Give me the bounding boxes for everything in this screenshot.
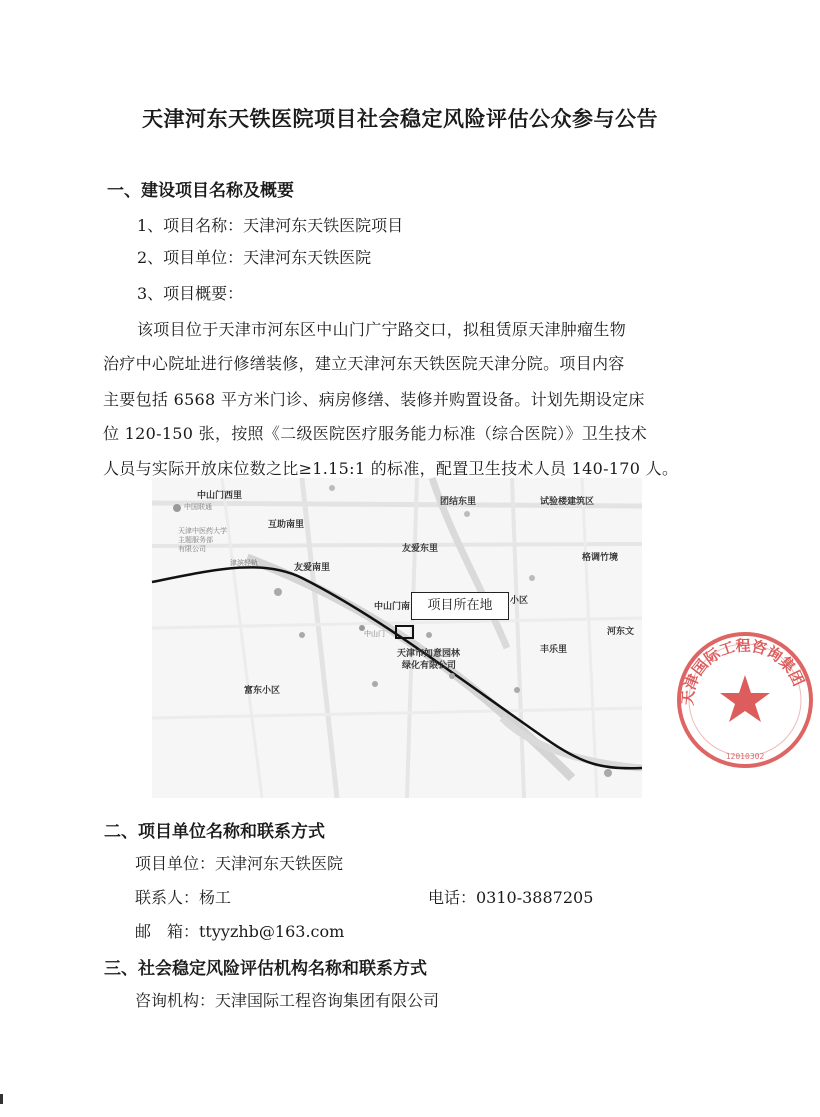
svg-text:12010302: 12010302: [725, 752, 765, 761]
map-label: 丰乐里: [540, 645, 568, 655]
margin-mark: [0, 1094, 3, 1104]
overview-line-3: 主要包括 6568 平方米门诊、病房修缮、装修并购置设备。计划先期设定床: [103, 390, 645, 409]
contact-unit: 项目单位：天津河东天铁医院: [135, 854, 344, 873]
project-location-marker: [395, 625, 414, 639]
overview-line-4: 位 120-150 张，按照《二级医院医疗服务能力标准（综合医院）》卫生技术: [103, 424, 648, 443]
contact-email: 邮 箱：ttyyzhb@163.com: [135, 922, 345, 941]
map-label: 小区: [510, 596, 529, 606]
map-label: 津滨轻轨: [230, 559, 258, 567]
project-unit: 2、项目单位：天津河东天铁医院: [137, 248, 372, 267]
map-label: 中山门南: [374, 602, 411, 612]
map-label: 互助南里: [268, 520, 305, 530]
contact-person: 联系人：杨工: [135, 888, 232, 907]
map-label: 中山门: [364, 630, 385, 638]
map-label: 试验楼建筑区: [540, 497, 595, 507]
map-label: 格调竹境: [582, 553, 619, 563]
contact-phone: 电话：0310-3887205: [428, 888, 594, 907]
overview-line-5: 人员与实际开放床位数之比≥1.15:1 的标准，配置卫生技术人员 140-170 人。: [103, 459, 679, 478]
section1-heading: 一、建设项目名称及概要: [107, 181, 294, 201]
map-label: 天津中医药大学: [178, 527, 227, 535]
project-name: 1、项目名称：天津河东天铁医院项目: [137, 216, 404, 235]
page-title: 天津河东天铁医院项目社会稳定风险评估公众参与公告: [142, 106, 658, 131]
seal-stamp: [670, 625, 820, 775]
map-label: 有限公司: [178, 545, 206, 553]
project-location-callout: 项目所在地: [411, 592, 509, 620]
svg-text:天津国际工程咨询集团: 天津国际工程咨询集团: [678, 636, 808, 707]
map-label: 团结东里: [440, 497, 477, 507]
overview-line-1: 该项目位于天津市河东区中山门广宁路交口，拟租赁原天津肿瘤生物: [137, 320, 627, 339]
project-overview-label: 3、项目概要：: [137, 284, 244, 303]
location-map: [152, 478, 642, 798]
section2-heading: 二、项目单位名称和联系方式: [104, 822, 325, 842]
map-label: 绿化有限公司: [402, 661, 457, 671]
map-label: 友爱南里: [294, 563, 331, 573]
map-label: 河东文: [607, 627, 635, 637]
map-label: 中山门西里: [197, 491, 243, 501]
map-label: 富东小区: [244, 686, 281, 696]
map-label: 主题服务部: [178, 536, 213, 544]
map-label: 中国联通: [184, 503, 212, 511]
section3-heading: 三、社会稳定风险评估机构名称和联系方式: [104, 959, 427, 979]
map-label: 天津市如意园林: [397, 649, 461, 659]
consulting-org: 咨询机构：天津国际工程咨询集团有限公司: [135, 991, 440, 1010]
map-label: 友爱东里: [402, 544, 439, 554]
overview-line-2: 治疗中心院址进行修缮装修，建立天津河东天铁医院天津分院。项目内容: [103, 354, 625, 373]
